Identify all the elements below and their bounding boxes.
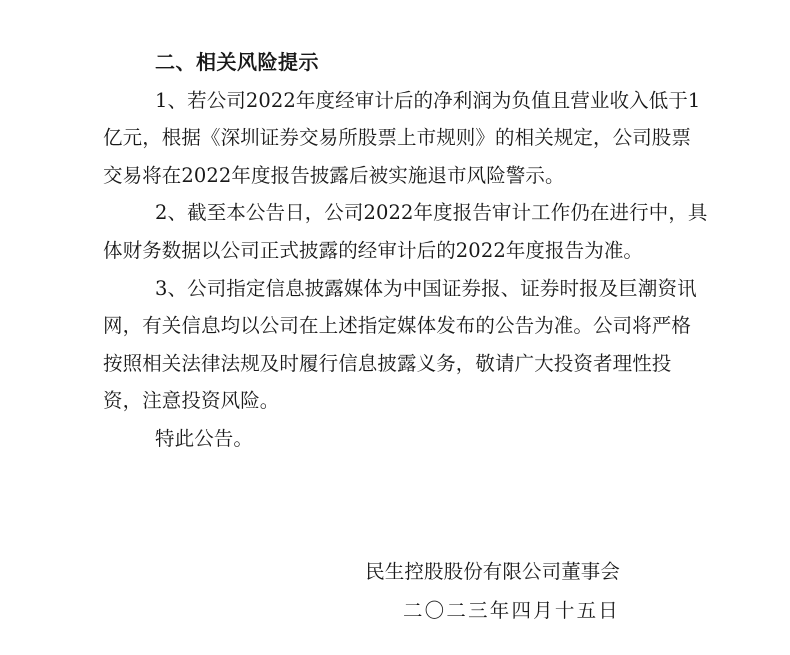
paragraph-3-line-3: 按照相关法律法规及时履行信息披露义务，敬请广大投资者理性投 xyxy=(103,351,672,375)
paragraph-2-line-2: 体财务数据以公司正式披露的经审计后的2022年度报告为准。 xyxy=(103,238,644,262)
section-heading: 二、相关风险提示 xyxy=(155,50,319,74)
closing-line: 特此公告。 xyxy=(155,426,254,450)
paragraph-3-line-1: 3、公司指定信息披露媒体为中国证券报、证券时报及巨潮资讯 xyxy=(155,276,697,300)
signature-date: 二〇二三年四月十五日 xyxy=(402,598,620,622)
paragraph-1-line-2: 亿元，根据《深圳证券交易所股票上市规则》的相关规定，公司股票 xyxy=(103,126,692,150)
paragraph-3-line-4: 资，注意投资风险。 xyxy=(103,389,280,413)
paragraph-1-line-1: 1、若公司2022年度经审计后的净利润为负值且营业收入低于1 xyxy=(155,88,701,112)
paragraph-2-line-1: 2、截至本公告日，公司2022年度报告审计工作仍在进行中，具 xyxy=(155,201,708,225)
signature-block xyxy=(365,553,620,630)
document-body xyxy=(103,44,723,458)
paragraph-1-line-3: 交易将在2022年度报告披露后被实施退市风险警示。 xyxy=(103,163,565,187)
signature-company: 民生控股股份有限公司董事会 xyxy=(365,560,620,583)
paragraph-3-line-2: 网，有关信息均以公司在上述指定媒体发布的公告为准。公司将严格 xyxy=(103,314,692,338)
